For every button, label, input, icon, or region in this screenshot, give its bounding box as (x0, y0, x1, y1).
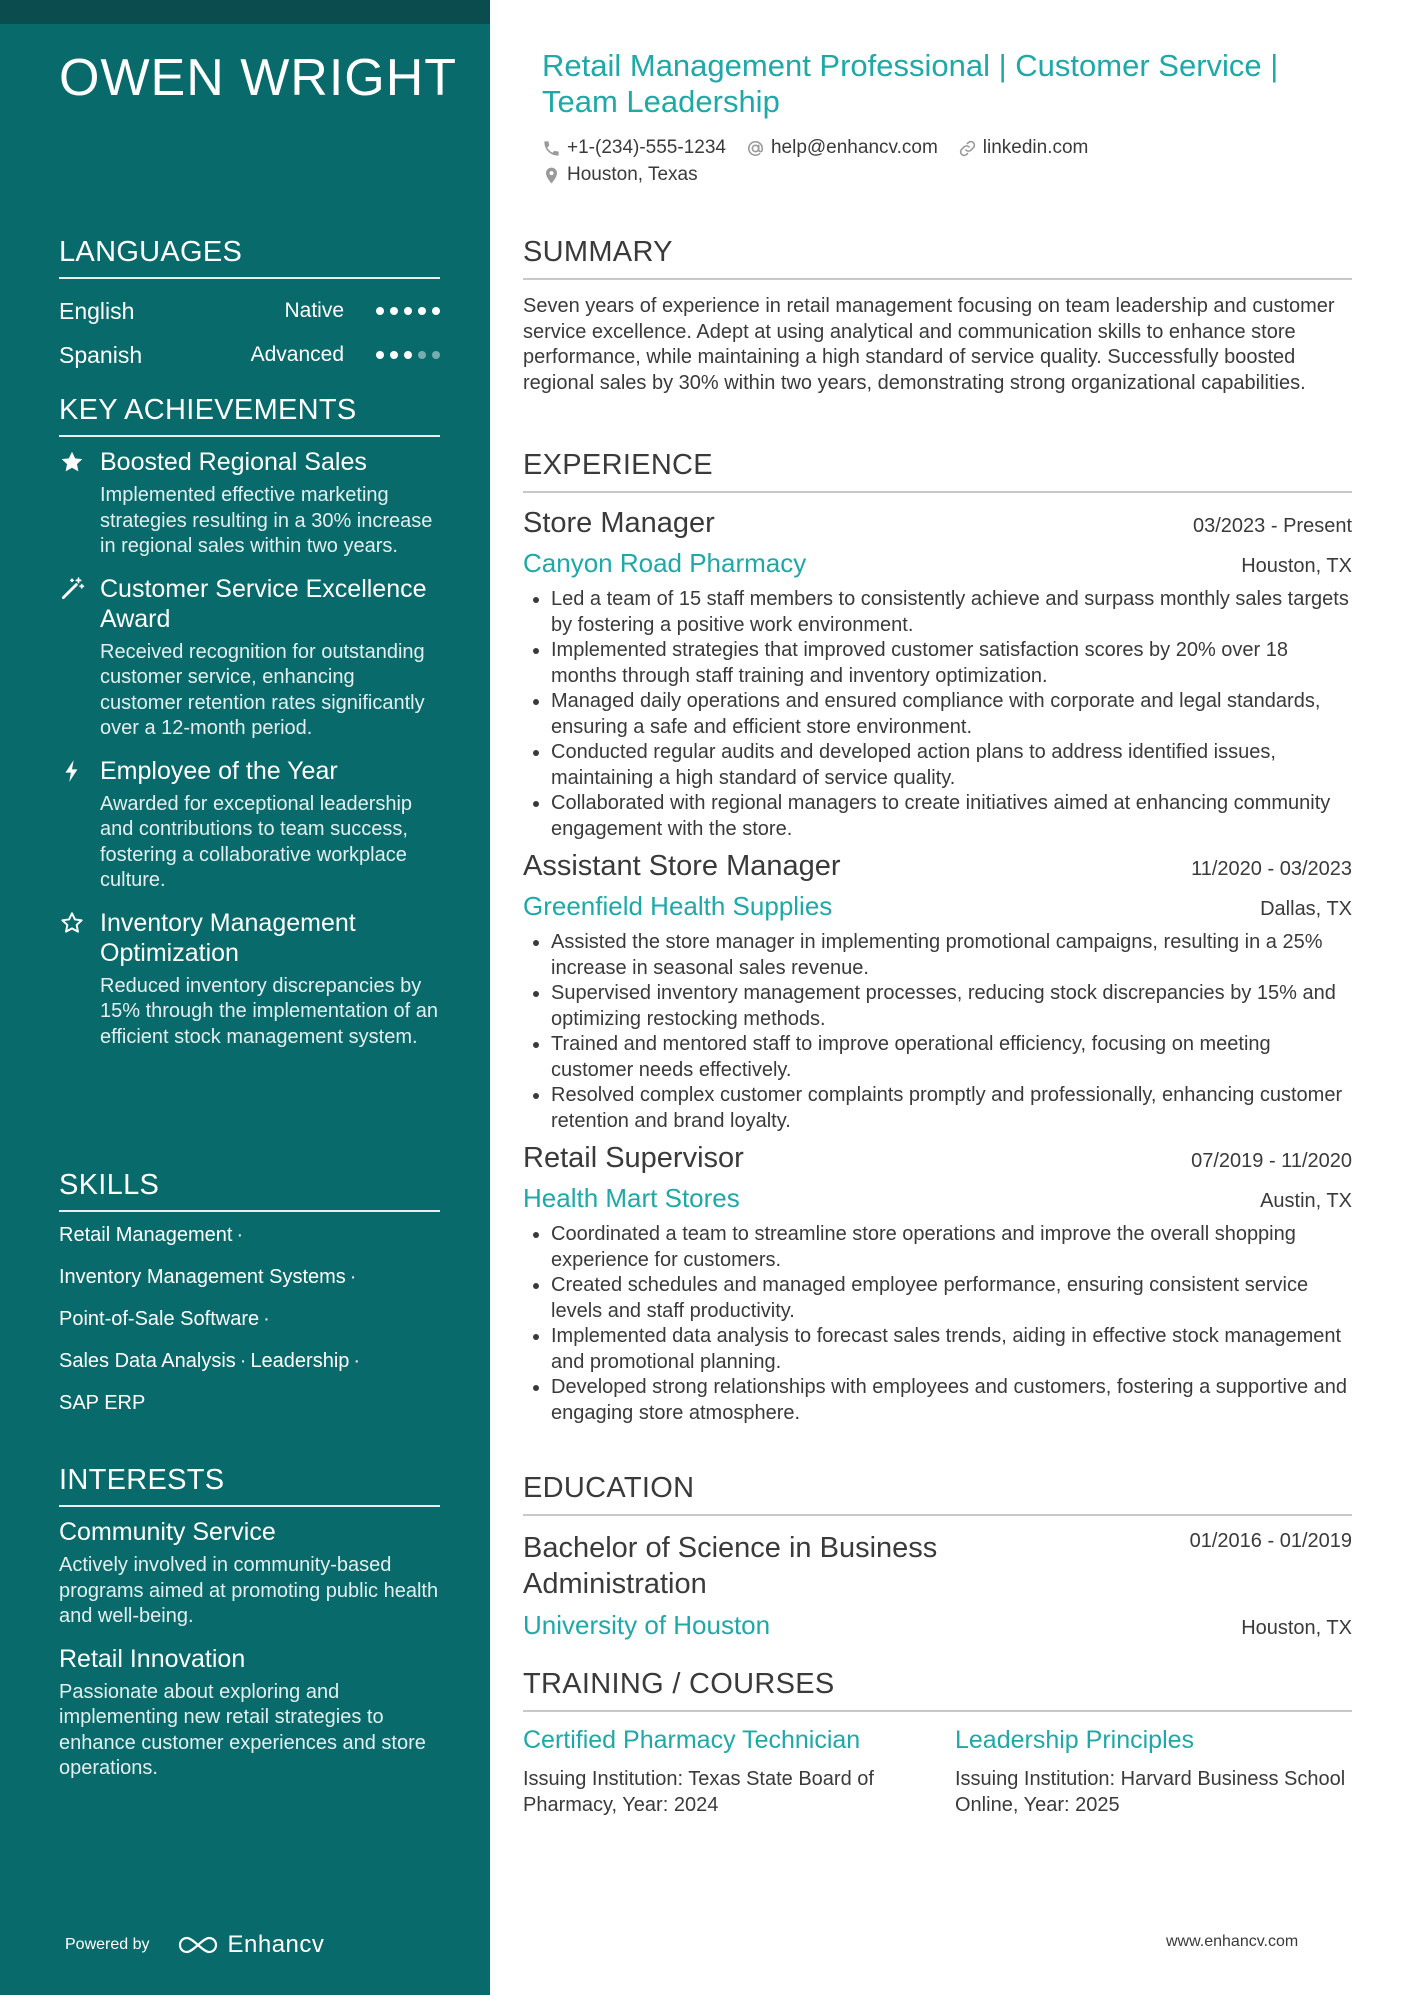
job-title: Assistant Store Manager (523, 850, 841, 882)
job-title: Retail Supervisor (523, 1142, 744, 1174)
course-item (523, 1726, 919, 1818)
skill-separator: · (239, 1350, 247, 1372)
skill-tag: Inventory Management Systems (59, 1266, 346, 1288)
achievement-item (59, 756, 440, 894)
skill-tag: Sales Data Analysis (59, 1350, 236, 1372)
achievement-item (59, 908, 440, 1051)
job-title: Store Manager (523, 507, 715, 539)
skill-tag: SAP ERP (59, 1392, 146, 1414)
achievement-title: Boosted Regional Sales (100, 448, 367, 476)
skills-title: SKILLS (59, 1169, 440, 1212)
skills-section (59, 1169, 440, 1432)
interest-title: Community Service (59, 1518, 276, 1546)
powered-by (65, 1931, 324, 1959)
skill-separator: · (263, 1308, 270, 1330)
job-bullets (523, 587, 1352, 842)
proficiency-dot-filled (418, 307, 426, 315)
enhancv-logo[interactable] (176, 1931, 325, 1959)
achievements-section (59, 394, 440, 1064)
job-entry (523, 850, 1352, 1134)
language-row (59, 289, 440, 333)
language-level: Native (284, 299, 344, 322)
proficiency-dot-filled (390, 351, 398, 359)
proficiency-dot-filled (390, 307, 398, 315)
sidebar-top-bar (0, 0, 490, 24)
contact-email[interactable] (746, 137, 938, 159)
education-degree: Bachelor of Science in Business Administration (523, 1532, 938, 1600)
course-title: Certified Pharmacy Technician (523, 1726, 861, 1754)
job-bullet: • Implemented strategies that improved customer satisfaction scores by 20% over 18 months through staff training and inventory optimization. (551, 638, 1352, 689)
sidebar (0, 0, 490, 1995)
achievement-item (59, 574, 440, 742)
skill-separator: · (236, 1224, 244, 1246)
proficiency-dot-filled (376, 351, 384, 359)
contact-location (542, 164, 698, 186)
job-location: Houston, TX (1241, 555, 1352, 577)
job-bullet: • Coordinated a team to streamline store operations and improve the overall shopping experience for customers. (551, 1222, 1352, 1273)
education-title: EDUCATION (523, 1472, 1352, 1516)
proficiency-dot-filled (404, 351, 412, 359)
job-bullet: • Implemented data analysis to forecast sales trends, aiding in effective stock management and promotional planning. (551, 1324, 1352, 1375)
skill-tag: Point-of-Sale Software (59, 1308, 260, 1330)
summary-text: Seven years of experience in retail management focusing on team leadership and customer service excellence. Adept at using analytical and communication skills to enhance store performance, while maintaining a high standard of service quality. Successfully boosted regional sales by 30% within two years, demonstrating strong organizational capabilities. (523, 295, 1335, 394)
languages-title: LANGUAGES (59, 236, 440, 279)
job-bullet: • Supervised inventory management processes, reducing stock discrepancies by 15% and optimizing restocking methods. (551, 981, 1352, 1032)
achievement-title: Customer Service Excellence Award (100, 574, 427, 633)
achievement-item (59, 447, 440, 560)
skill-line (59, 1264, 440, 1306)
language-name: Spanish (59, 341, 143, 368)
job-bullet: • Developed strong relationships with employees and customers, fostering a supportive and engaging store atmosphere. (551, 1375, 1352, 1426)
course-description: Issuing Institution: Texas State Board of Pharmacy, Year: 2024 (523, 1768, 874, 1816)
job-dates: 07/2019 - 11/2020 (1191, 1150, 1352, 1172)
email-address: help@enhancv.com (770, 137, 938, 158)
job-bullet: • Created schedules and managed employee performance, ensuring consistent service levels and staff productivity. (551, 1273, 1352, 1324)
skill-separator: · (349, 1266, 357, 1288)
job-bullet: • Managed daily operations and ensured compliance with corporate and legal standards, ensuring a safe and efficient store environment. (551, 689, 1352, 740)
candidate-name: OWEN WRIGHT (59, 49, 458, 107)
experience-title: EXPERIENCE (523, 449, 1352, 493)
at-sign-icon (746, 139, 765, 158)
star-filled-icon (59, 449, 85, 475)
education-dates: 01/2016 - 01/2019 (1189, 1530, 1352, 1552)
achievement-description: Reduced inventory discrepancies by 15% through the implementation of an efficient stock management system. (100, 974, 438, 1048)
course-title: Leadership Principles (955, 1726, 1195, 1754)
experience-section (523, 449, 1352, 1434)
proficiency-dot-filled (376, 307, 384, 315)
achievement-description: Implemented effective marketing strategies resulting in a 30% increase in regional sales within two years. (100, 484, 433, 557)
proficiency-dot-filled (404, 307, 412, 315)
course-description: Issuing Institution: Harvard Business School Online, Year: 2025 (955, 1768, 1346, 1816)
interests-section (59, 1464, 440, 1796)
language-proficiency-dots (376, 351, 440, 359)
skill-tag: Retail Management (59, 1224, 233, 1246)
job-bullet: • Conducted regular audits and developed action plans to address identified issues, maintaining a high standard of service quality. (551, 740, 1352, 791)
powered-by-label: Powered by (65, 1936, 150, 1953)
linkedin-url: linkedin.com (982, 137, 1089, 158)
summary-title: SUMMARY (523, 236, 1352, 280)
brand-name: Enhancv (227, 1931, 325, 1958)
proficiency-dot-empty (432, 351, 440, 359)
interest-description: Passionate about exploring and implementing new retail strategies to enhance customer experiences and store operations. (59, 1680, 426, 1779)
job-bullet: • Resolved complex customer complaints promptly and professionally, enhancing customer retention and brand loyalty. (551, 1083, 1352, 1134)
job-dates: 03/2023 - Present (1193, 515, 1352, 537)
job-company: Health Mart Stores (523, 1183, 740, 1213)
skill-tag: Leadership (250, 1350, 350, 1372)
job-bullet: • Trained and mentored staff to improve operational efficiency, focusing on meeting customer needs effectively. (551, 1032, 1352, 1083)
job-entry (523, 507, 1352, 842)
job-bullet: • Assisted the store manager in implementing promotional campaigns, resulting in a 25% increase in seasonal sales revenue. (551, 930, 1352, 981)
contact-linkedin[interactable] (958, 137, 1089, 159)
achievement-title: Inventory Management Optimization (100, 908, 356, 967)
course-item (955, 1726, 1351, 1818)
job-bullets (523, 1222, 1352, 1426)
language-name: English (59, 297, 135, 324)
job-company: Canyon Road Pharmacy (523, 548, 807, 578)
achievement-description: Awarded for exceptional leadership and contributions to team success, fostering a collaborative workplace culture. (100, 792, 413, 891)
education-section (523, 1472, 1352, 1641)
location-pin-icon (542, 166, 561, 185)
interest-title: Retail Innovation (59, 1644, 246, 1673)
achievements-title: KEY ACHIEVEMENTS (59, 394, 440, 437)
skill-line (59, 1348, 440, 1390)
courses-title: TRAINING / COURSES (523, 1668, 1352, 1712)
magic-wand-icon (59, 576, 85, 602)
contact-phone[interactable] (542, 137, 726, 159)
skill-line (59, 1306, 440, 1348)
skill-line (59, 1222, 440, 1264)
language-row (59, 333, 440, 377)
job-dates: 11/2020 - 03/2023 (1191, 858, 1352, 880)
job-bullets (523, 930, 1352, 1134)
phone-icon (542, 139, 561, 158)
proficiency-dot-filled (432, 307, 440, 315)
job-bullet: • Led a team of 15 staff members to consistently achieve and surpass monthly sales targets by fostering a positive work environment. (551, 587, 1352, 638)
education-location: Houston, TX (1241, 1617, 1352, 1639)
language-level: Advanced (250, 343, 344, 366)
footer-url[interactable]: www.enhancv.com (1166, 1933, 1299, 1950)
summary-section (523, 236, 1352, 396)
contact-row (542, 164, 698, 186)
interest-description: Actively involved in community-based programs aimed at promoting public health and well-being. (59, 1554, 439, 1627)
interests-title: INTERESTS (59, 1464, 440, 1507)
job-location: Austin, TX (1260, 1190, 1352, 1212)
language-proficiency-dots (376, 307, 440, 315)
professional-headline: Retail Management Professional | Customer Service | Team Leadership (542, 48, 1279, 119)
job-location: Dallas, TX (1260, 898, 1352, 920)
location-text: Houston, Texas (567, 164, 698, 185)
courses-section (523, 1668, 1352, 1818)
skill-line (59, 1390, 440, 1432)
achievement-title: Employee of the Year (100, 756, 338, 785)
infinity-logo-icon (176, 1934, 220, 1956)
skill-separator: · (353, 1350, 361, 1372)
education-school: University of Houston (523, 1610, 771, 1640)
job-bullet: • Collaborated with regional managers to create initiatives aimed at enhancing community engagement with the store. (551, 791, 1352, 842)
link-icon (958, 139, 977, 158)
languages-section (59, 236, 440, 377)
job-company: Greenfield Health Supplies (523, 891, 833, 921)
achievement-description: Received recognition for outstanding customer service, enhancing customer retention rates significantly over a 12-month period. (100, 640, 425, 739)
contact-row (542, 137, 1088, 159)
phone-number: +1-(234)-555-1234 (567, 137, 726, 158)
star-outline-icon (59, 910, 85, 936)
lightning-icon (59, 758, 85, 784)
proficiency-dot-empty (418, 351, 426, 359)
job-entry (523, 1142, 1352, 1426)
